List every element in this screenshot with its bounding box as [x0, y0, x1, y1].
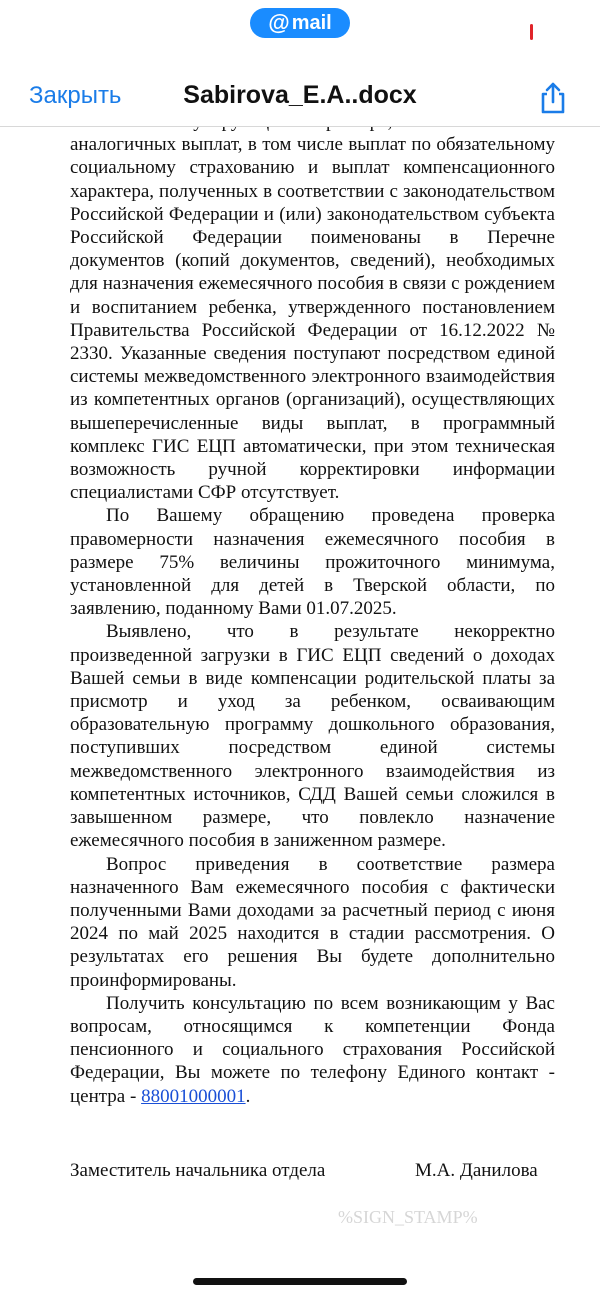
share-icon[interactable]: [535, 80, 571, 116]
consultation-end: .: [245, 1085, 251, 1107]
signer-name: М.А. Данилова: [415, 1160, 538, 1181]
home-indicator[interactable]: [193, 1278, 407, 1285]
navigation-bar: [0, 70, 600, 127]
at-icon: @: [268, 10, 290, 35]
paragraph-appeal-check: По Вашему обращению проведена проверка правомерности назначения ежемесячного пособия в размере 75% величины прожиточного минимума, установленной для детей в Тверской области, по заявлению, поданному Вами 01.07.2025.: [70, 505, 555, 620]
phone-link[interactable]: 88001000001: [141, 1085, 246, 1107]
paragraph-review-status: Вопрос приведения в соответствие размера назначенного Вам ежемесячного пособия с фактически полученными Вами доходами за расчетный период с июня 2024 по май 2025 находится в стадии рассмотрения. О результатах его решения Вы будете дополнительно проинформированы.: [70, 853, 555, 991]
document-body: [70, 110, 555, 1108]
paragraph-findings: Выявлено, что в результате некорректно произведенной загрузки в ГИС ЕЦП сведений о доходах Вашей семьи в виде компенсации родительской платы за присмотр и уход за ребенком, осваивающим образовательную программу дошкольного образования, поступивших посредством единой системы межведомственного электронного взаимодействия из компетентных источников, СДД Вашей семьи сложился в завышенном размере, что повлекло назначение ежемесячного пособия в заниженном размере.: [70, 621, 555, 852]
recording-indicator-icon: [530, 24, 533, 40]
mail-label: mail: [291, 11, 332, 34]
status-bar: [0, 0, 600, 48]
signature-row: [70, 1160, 550, 1182]
signer-position: Заместитель начальника отдела: [70, 1160, 326, 1181]
consultation-text: Получить консультацию по всем возникающим у Вас вопросам, относящимся к компетенции Фонда пенсионного и социального страхования Российской Федерации, Вы можете по телефону Единого контакт - центра -: [70, 992, 555, 1107]
document-title: Sabirova_E.A..docx: [183, 81, 417, 109]
close-button[interactable]: Закрыть: [29, 82, 122, 109]
paragraph-income-sources: аналогичных выплат, в том числе выплат по обязательному социальному страхованию и выплат компенсационного характера, полученных в соответствии с законодательством Российской Федерации и (или) законодательством субъекта Российской Федерации поименованы в Перечне документов (копий документов, сведений), необходимых для назначения ежемесячного пособия в связи с рождением и воспитанием ребенка, утвержденного постановлением Правительства Российской Федерации от 16.12.2022 № 2330. Указанные сведения поступают посредством единой системы межведомственного электронного взаимодействия из компетентных органов (организаций), осуществляющих вышеперечисленные виды выплат, в программный комплекс ГИС ЕЦП автоматически, при этом техническая возможность ручной корректировки информации специалистами СФР отсутствует.: [70, 134, 555, 504]
paragraph-consultation: [70, 992, 555, 1108]
mail-app-pill[interactable]: [250, 8, 350, 38]
sign-stamp-placeholder: %SIGN_STAMP%: [338, 1207, 478, 1227]
